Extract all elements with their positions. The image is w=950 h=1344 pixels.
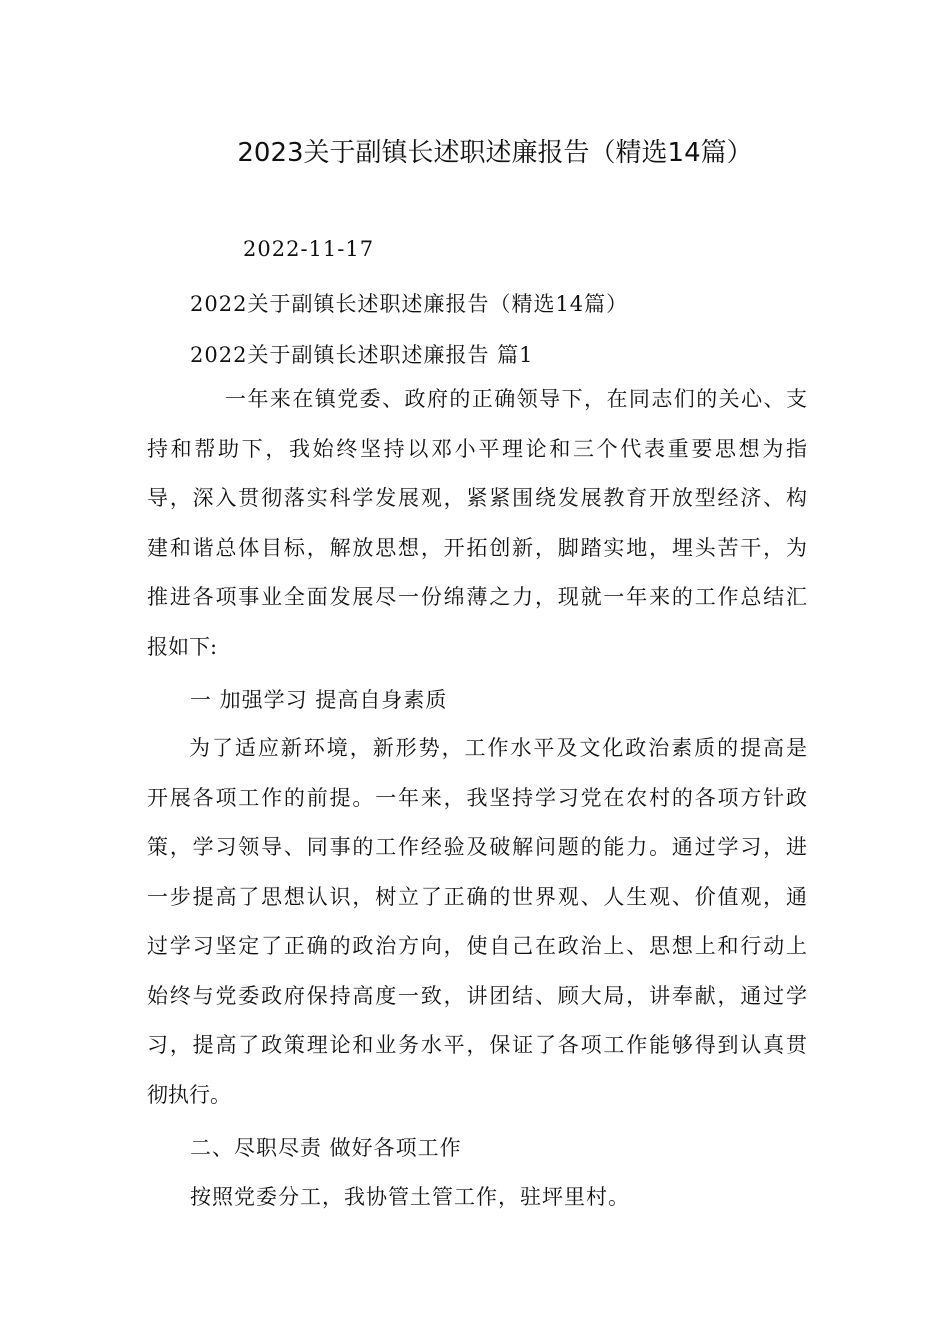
paragraph-line: 一步提高了思想认识，树立了正确的世界观、人生观、价值观，通 bbox=[147, 884, 807, 909]
paragraph-line: 彻执行。 bbox=[147, 1082, 231, 1107]
paragraph-line: 持和帮助下，我始终坚持以邓小平理论和三个代表重要思想为指 bbox=[147, 436, 807, 461]
paragraph-line: 导，深入贯彻落实科学发展观，紧紧围绕发展教育开放型经济、构 bbox=[147, 486, 807, 510]
paragraph-line: 开展各项工作的前提。一年来，我坚持学习党在农村的各项方针政 bbox=[147, 785, 807, 810]
paragraph-line: 为了适应新环境，新形势，工作水平及文化政治素质的提高是 bbox=[189, 736, 807, 760]
document-title: 2023关于副镇长述职述廉报告（精选14篇） bbox=[237, 138, 753, 168]
paragraph-line: 建和谐总体目标，解放思想，开拓创新，脚踏实地，埋头苦干，为 bbox=[147, 535, 807, 560]
paragraph-line: 习，提高了政策理论和业务水平，保证了各项工作能够得到认真贯 bbox=[147, 1033, 807, 1057]
intro-paragraph bbox=[147, 375, 807, 672]
section-title: 2022关于副镇长述职述廉报告 篇1 bbox=[190, 343, 534, 367]
paragraph-line: 报如下: bbox=[147, 634, 218, 659]
paragraph-line: 过学习坚定了正确的政治方向，使自己在政治上、思想上和行动上 bbox=[147, 934, 807, 958]
duties-paragraph: 按照党委分工，我协管土管工作，驻坪里村。 bbox=[190, 1185, 630, 1209]
heading-study: 一 加强学习 提高自身素质 bbox=[190, 688, 448, 712]
study-paragraph bbox=[147, 724, 807, 1120]
document-date: 2022-11-17 bbox=[243, 237, 375, 261]
paragraph-line: 始终与党委政府保持高度一致，讲团结、顾大局，讲奉献，通过学 bbox=[147, 983, 807, 1008]
paragraph-line: 一年来在镇党委、政府的正确领导下，在同志们的关心、支 bbox=[225, 387, 807, 411]
heading-duties: 二、尽职尽责 做好各项工作 bbox=[190, 1136, 462, 1160]
paragraph-line: 推进各项事业全面发展尽一份绵薄之力，现就一年来的工作总结汇 bbox=[147, 585, 807, 609]
document-subtitle: 2022关于副镇长述职述廉报告（精选14篇） bbox=[190, 292, 629, 316]
paragraph-line: 策，学习领导、同事的工作经验及破解问题的能力。通过学习，进 bbox=[147, 835, 807, 859]
